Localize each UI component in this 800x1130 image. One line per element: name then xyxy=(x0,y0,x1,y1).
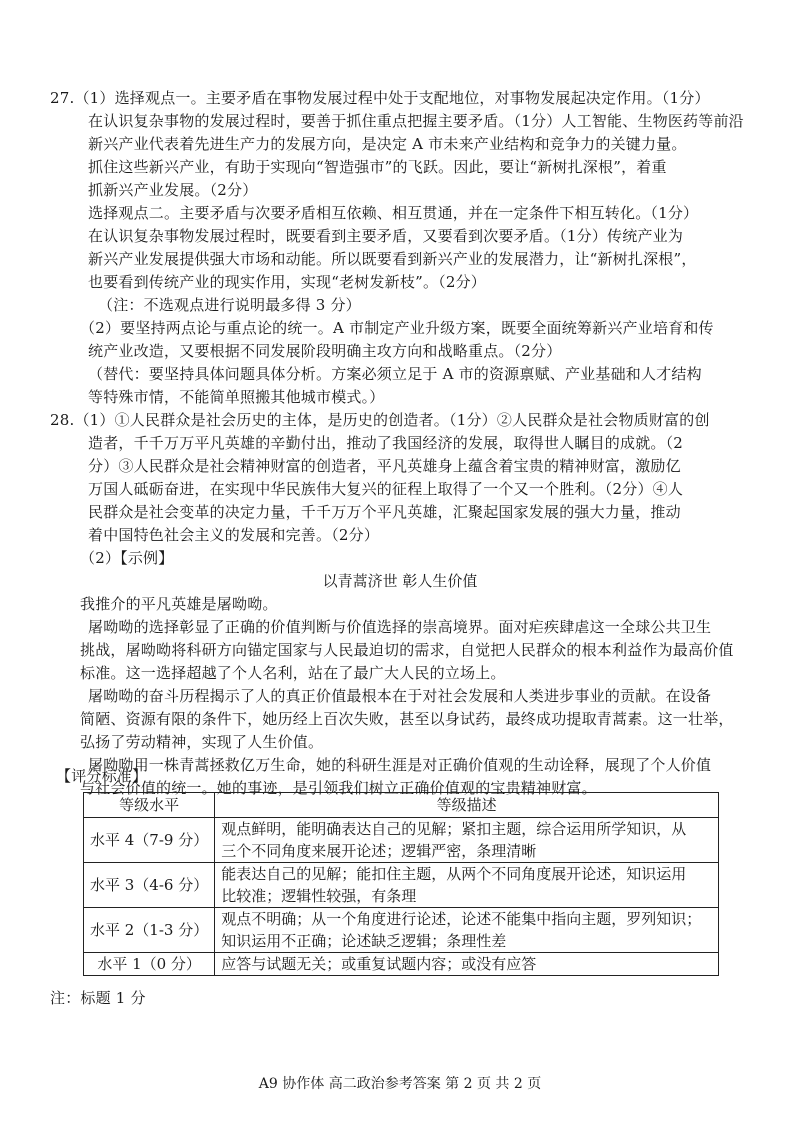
essay-line: 与社会价值的统一。她的事迹，是引领我们树立正确价值观的宝贵精神财富。 xyxy=(80,779,597,797)
grading-level: 水平 4（7-9 分） xyxy=(84,818,215,863)
q28-line: 民群众是社会变革的决定力量，千千万万个平凡英雄，汇聚起国家发展的强大力量，推动 xyxy=(88,503,681,521)
grading-row xyxy=(84,818,719,863)
q27-line: 抓新兴产业发展。（2分） xyxy=(88,181,258,199)
q27-line: 抓住这些新兴产业，有助于实现向“智造强市”的飞跃。因此，要让“新树扎深根”，着重 xyxy=(88,158,667,176)
essay-line: 我推介的平凡英雄是屠呦呦。 xyxy=(80,595,278,613)
essay-title: 以青蒿济世 彰人生价值 xyxy=(322,572,478,590)
q28-line: 造者，千千万万平凡英雄的辛勤付出，推动了我国经济的发展，取得世人瞩目的成就。（2 xyxy=(88,434,684,452)
grading-desc-line: 能表达自己的见解；能扣住主题，从两个不同角度展开论述，知识运用 xyxy=(221,865,687,883)
grading-header-level: 等级水平 xyxy=(84,793,215,818)
grading-desc-line: 观点鲜明，能明确表达自己的见解；紧扣主题，综合运用所学知识，从 xyxy=(221,820,687,838)
q27-line: 选择观点二。主要矛盾与次要矛盾相互依赖、相互贯通，并在一定条件下相互转化。（1分） xyxy=(88,204,699,222)
essay-line: 弘扬了劳动精神，实现了人生价值。 xyxy=(80,733,324,751)
q27-line: 也要看到传统产业的现实作用，实现“老树发新枝”。（2分） xyxy=(88,273,486,291)
q27-note: （注：不选观点进行说明最多得 3 分） xyxy=(98,296,361,314)
essay-line: 屠呦呦的选择彰显了正确的价值判断与价值选择的崇高境界。面对疟疾肆虐这一全球公共卫生 xyxy=(88,618,712,636)
q27-line: （替代：要坚持具体问题具体分析。方案必须立足于 A 市的资源禀赋、产业基础和人才结构 xyxy=(88,365,702,383)
grading-desc-line: 应答与试题无关；或重复试题内容；或没有应答 xyxy=(221,955,537,973)
grading-label: 【评分标准】 xyxy=(56,767,148,785)
q27-line: 在认识复杂事物发展过程时，既要看到主要矛盾，又要看到次要矛盾。（1分）传统产业为 xyxy=(88,227,684,245)
grading-level: 水平 1（0 分） xyxy=(84,953,215,976)
grading-desc xyxy=(215,953,719,976)
essay-line: 屠呦呦的奋斗历程揭示了人的真正价值最根本在于对社会发展和人类进步事业的贡献。在设备 xyxy=(88,687,712,705)
q28-line: 28.（1）①人民群众是社会历史的主体，是历史的创造者。（1分）②人民群众是社会物质财富的创 xyxy=(50,411,710,429)
q27-line: 在认识复杂事物的发展过程时，要善于抓住重点把握主要矛盾。（1分）人工智能、生物医药等前沿 xyxy=(88,112,744,130)
q27-line: （2）要坚持两点论与重点论的统一。A 市制定产业升级方案，既要全面统筹新兴产业培育和传 xyxy=(80,319,714,337)
q28-line: 分）③人民群众是社会精神财富的创造者，平凡英雄身上蕴含着宝贵的精神财富，激励亿 xyxy=(88,457,681,475)
grading-level: 水平 2（1-3 分） xyxy=(84,908,215,953)
grading-note: 注：标题 1 分 xyxy=(50,989,146,1007)
q28-line: 万国人砥砺奋进，在实现中华民族伟大复兴的征程上取得了一个又一个胜利。（2分）④人 xyxy=(88,480,684,498)
q27-line: 27.（1）选择观点一。主要矛盾在事物发展过程中处于支配地位，对事物发展起决定作用。（1分） xyxy=(50,89,710,107)
grading-level: 水平 3（4-6 分） xyxy=(84,863,215,908)
grading-table xyxy=(83,792,719,976)
grading-row xyxy=(84,908,719,953)
q27-line: 新兴产业发展提供强大市场和动能。所以既要看到新兴产业的发展潜力，让“新树扎深根”， xyxy=(88,250,697,268)
grading-desc xyxy=(215,863,719,908)
grading-desc-line: 比较准；逻辑性较强，有条理 xyxy=(221,887,417,905)
q28-part2-label: （2）【示例】 xyxy=(80,549,174,567)
grading-row xyxy=(84,953,719,976)
grading-header-desc: 等级描述 xyxy=(215,793,719,818)
essay-line: 挑战，屠呦呦将科研方向锚定国家与人民最迫切的需求，自觉把人民群众的根本利益作为最高价值 xyxy=(80,641,734,659)
grading-desc-line: 知识运用不正确；论述缺乏逻辑；条理性差 xyxy=(221,932,507,950)
essay-line: 屠呦呦用一株青蒿拯救亿万生命，她的科研生涯是对正确价值观的生动诠释，展现了个人价值 xyxy=(88,756,712,774)
essay-line: 标准。这一选择超越了个人名利，站在了最广大人民的立场上。 xyxy=(80,664,506,682)
page-footer: A9 协作体 高二政治参考答案 第 2 页 共 2 页 xyxy=(258,1076,542,1092)
grading-desc-line: 三个不同角度来展开论述；逻辑严密，条理清晰 xyxy=(221,842,537,860)
q27-line: 统产业改造，又要根据不同发展阶段明确主攻方向和战略重点。（2分） xyxy=(88,342,562,360)
q27-line: 等特殊市情，不能简单照搬其他城市模式。） xyxy=(88,388,385,406)
essay-line: 简陋、资源有限的条件下，她历经上百次失败，甚至以身试药，最终成功提取青蒿素。这一壮举， xyxy=(80,710,734,728)
grading-desc xyxy=(215,818,719,863)
grading-header-row xyxy=(84,793,719,818)
q27-line: 新兴产业代表着先进生产力的发展方向，是决定 A 市未来产业结构和竞争力的关键力量。 xyxy=(88,135,687,153)
grading-desc-line: 观点不明确；从一个角度进行论述，论述不能集中指向主题，罗列知识； xyxy=(221,910,702,928)
q28-line: 着中国特色社会主义的发展和完善。（2分） xyxy=(88,526,380,544)
grading-row xyxy=(84,863,719,908)
grading-desc xyxy=(215,908,719,953)
